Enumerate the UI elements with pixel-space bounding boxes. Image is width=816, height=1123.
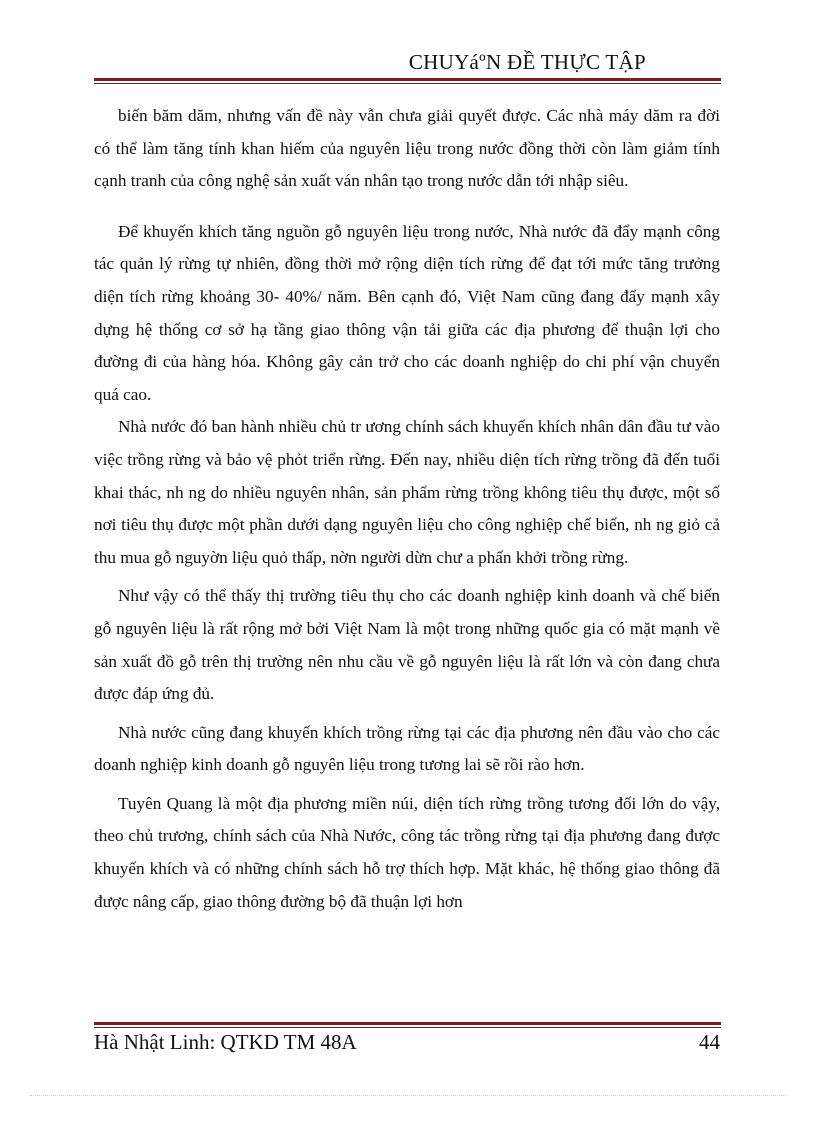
header-rule — [94, 78, 721, 84]
footer-rule-thick — [94, 1022, 721, 1025]
footer-author: Hà Nhật Linh: QTKD TM 48A — [94, 1030, 357, 1054]
header-rule-thick — [94, 78, 721, 81]
page-header-title: CHUYáºN ĐỀ THỰC TẬP — [408, 50, 646, 74]
page-number: 44 — [699, 1030, 720, 1054]
paragraph-1: biến băm dăm, nhưng vấn đề này vẫn chưa giải quyết được. Các nhà máy dăm ra đời có thể làm tăng tính khan hiếm của nguyên liệu trong nước đồng thời còn làm giảm tính cạnh tranh của công nghệ sản xuất ván nhân tạo trong nước dẫn tới nhập siêu. — [94, 106, 720, 191]
body-text — [94, 100, 720, 918]
paragraph-4: Như vậy có thể thấy thị trường tiêu thụ cho các doanh nghiệp kinh doanh và chế biến gỗ nguyên liệu là rất rộng mở bởi Việt Nam là một trong những quốc gia có mặt mạnh về sản xuất đồ gỗ trên thị trường nên nhu cầu về gỗ nguyên liệu là rất lớn và còn đang chưa được đáp ứng đủ. — [94, 586, 720, 704]
footer-rule-thin — [94, 1027, 721, 1028]
paragraph-6: Tuyên Quang là một địa phương miền núi, diện tích rừng trồng tương đối lớn do vậy, theo chủ trương, chính sách của Nhà Nước, công tác trồng rừng tại địa phương đang được khuyến khích và có những chính sách hỗ trợ thích hợp. Mặt khác, hệ thống giao thông đã được nâng cấp, giao thông đường bộ đã thuận lợi hơn — [94, 793, 720, 911]
paragraph-2: Để khuyến khích tăng nguồn gỗ nguyên liệu trong nước, Nhà nước đã đẩy mạnh công tác quản lý rừng tự nhiên, đồng thời mở rộng diện tích rừng để đạt tới mức tăng trưởng diện tích rừng khoảng 30- 40%/ năm. Bên cạnh đó, Việt Nam cũng đang đẩy mạnh xây dựng hệ thống cơ sở hạ tầng giao thông vận tải giữa các địa phương để thuận lợi cho đường đi của hàng hóa. Không gây cản trở cho các doanh nghiệp do chi phí vận chuyển quá cao. — [94, 221, 720, 404]
paragraph-3: Nhà nước đó ban hành nhiều chủ tr ương chính sách khuyến khích nhân dân đầu tư vào việc trồng rừng và bảo vệ phỏt triển rừng. Đến nay, nhiều diện tích rừng trồng đã đến tuổi khai thác, nh ng do nhiều nguyên nhân, sản phẩm rừng trồng không tiêu thụ được, một số nơi tiêu thụ được một phần dưới dạng nguyên liệu cho công nghiệp chế biến, nh ng giỏ cả thu mua gỗ nguyờn liệu quỏ thấp, nờn người dừn chư a phấn khởi trồng rừng. — [94, 417, 720, 567]
footer-rule — [94, 1022, 721, 1028]
header-rule-thin — [94, 83, 721, 84]
paragraph-5: Nhà nước cũng đang khuyến khích trồng rừng tại các địa phương nên đầu vào cho các doanh nghiệp kinh doanh gỗ nguyên liệu trong tương lai sẽ rồi rào hơn. — [94, 722, 720, 775]
page-edge-dotted-line — [30, 1095, 786, 1096]
